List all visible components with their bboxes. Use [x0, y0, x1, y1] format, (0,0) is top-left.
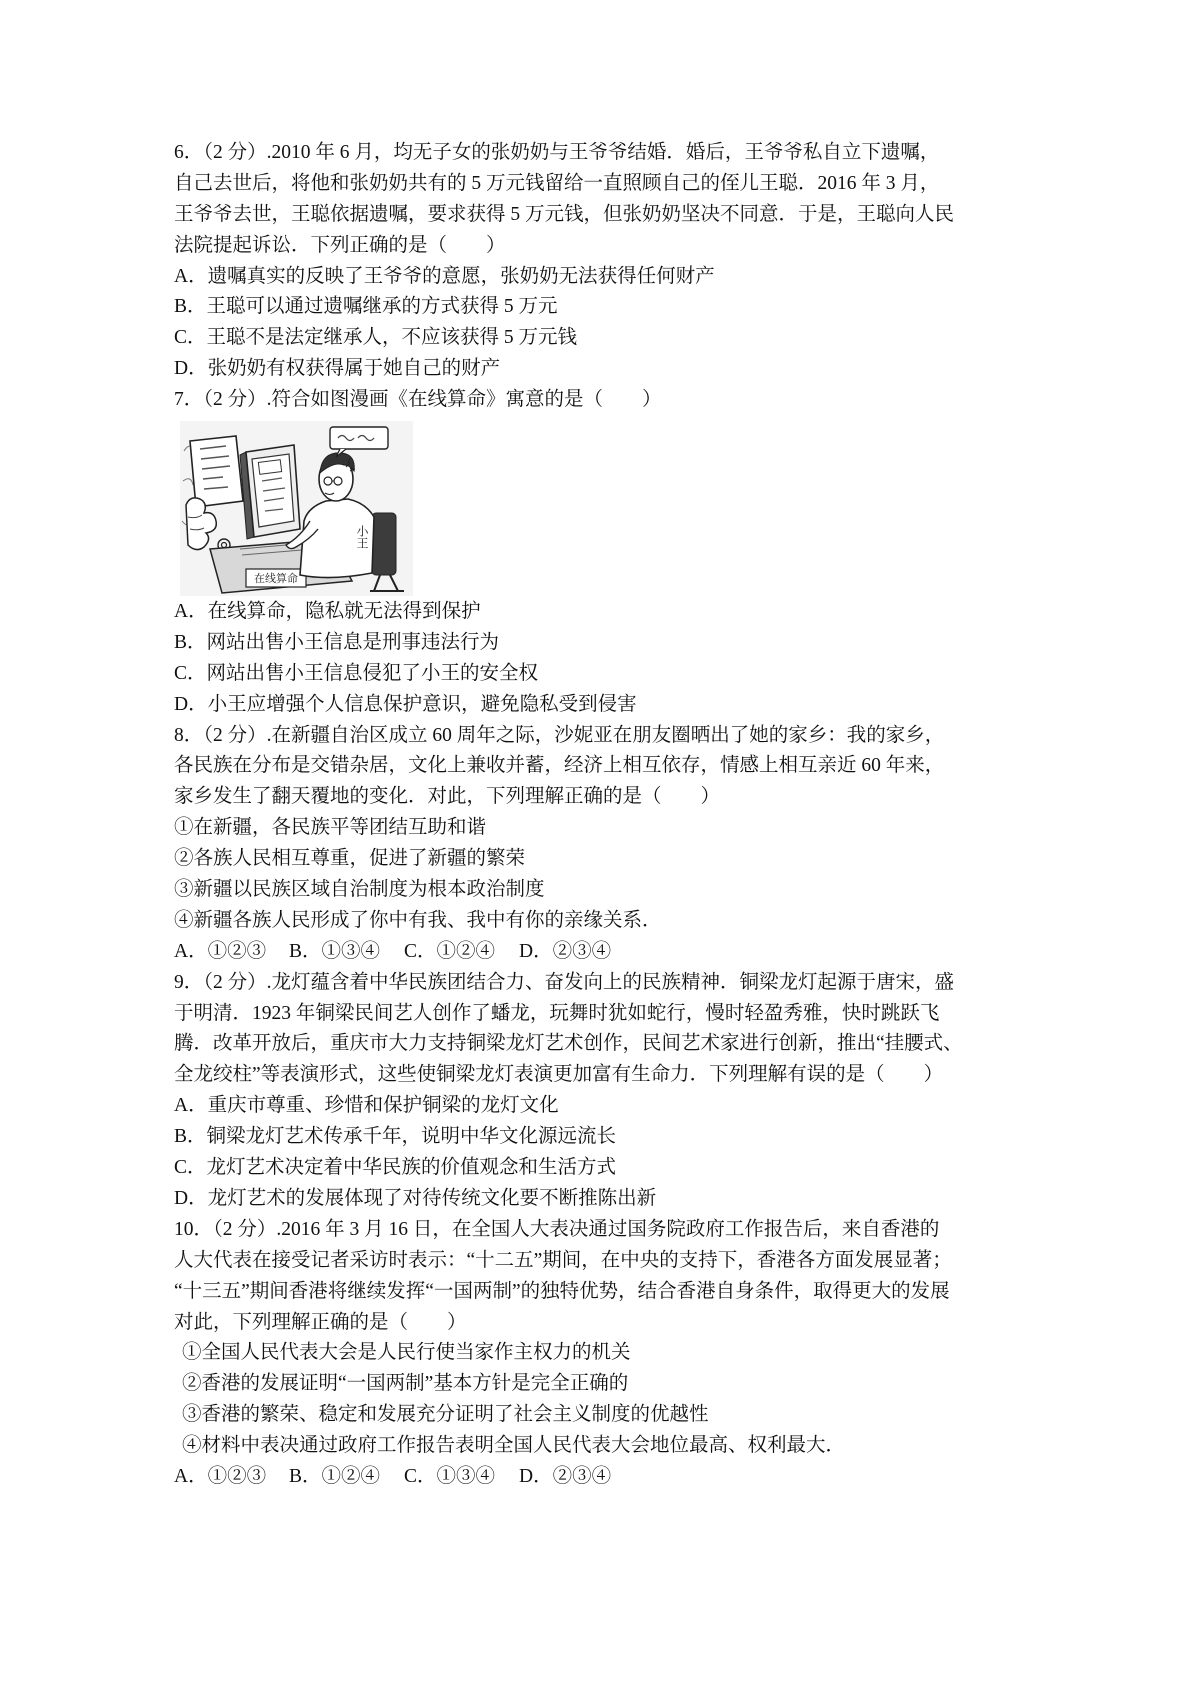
question-6-stem-line: 王爷爷去世，王聪依据遗嘱，要求获得 5 万元钱，但张奶奶坚决不同意．于是，王聪向人民 [174, 203, 955, 225]
question-8-statement-3: ③新疆以民族区域自治制度为根本政治制度 [174, 879, 545, 901]
question-10-stem-line: 对此，下列理解正确的是（ ） [174, 1311, 467, 1333]
question-10 [174, 1215, 994, 1493]
question-8-stem-line: 家乡发生了翻天覆地的变化．对此，下列理解正确的是（ ） [174, 786, 721, 808]
question-8-statement-4: ④新疆各族人民形成了你中有我、我中有你的亲缘关系． [174, 909, 662, 931]
question-8-option-c: C．①②④ [404, 940, 496, 962]
question-10-option-a: A．①②③ [174, 1465, 267, 1487]
question-6-stem-line: 法院提起诉讼．下列正确的是（ ） [174, 234, 506, 256]
question-8-option-b: B．①③④ [289, 940, 381, 962]
cartoon-figure [174, 416, 994, 597]
online-fortune-telling-cartoon [180, 421, 413, 596]
question-10-option-b: B．①②④ [289, 1465, 381, 1487]
question-9-stem-line: 9．（2 分）.龙灯蕴含着中华民族团结合力、奋发向上的民族精神．铜梁龙灯起源于唐宋，盛 [174, 971, 955, 993]
question-10-statement-2: ②香港的发展证明“一国两制”基本方针是完全正确的 [182, 1373, 629, 1395]
question-10-option-d: D．②③④ [519, 1465, 612, 1487]
question-8-option-a: A．①②③ [174, 940, 267, 962]
question-8-statement-1: ①在新疆，各民族平等团结互助和谐 [174, 817, 487, 839]
question-9-option-d: D．龙灯艺术的发展体现了对待传统文化要不断推陈出新 [174, 1187, 657, 1209]
question-10-stem-line: “十三五”期间香港将继续发挥“一国两制”的独特优势，结合香港自身条件，取得更大的发展 [174, 1280, 950, 1302]
question-7-option-b: B．网站出售小王信息是刑事违法行为 [174, 631, 500, 653]
question-10-statement-4: ④材料中表决通过政府工作报告表明全国人民代表大会地位最高、权利最大． [182, 1435, 846, 1457]
question-9-stem-line: 于明清．1923 年铜梁民间艺人创作了蟠龙，玩舞时犹如蛇行，慢时轻盈秀雅，快时跳跃飞 [174, 1002, 940, 1024]
question-8-option-d: D．②③④ [519, 940, 612, 962]
question-9-option-c: C．龙灯艺术决定着中华民族的价值观念和生活方式 [174, 1157, 617, 1179]
question-9-option-a: A．重庆市尊重、珍惜和保护铜梁的龙灯文化 [174, 1095, 559, 1117]
person-label: 小王 [355, 525, 369, 550]
question-10-options [174, 1462, 994, 1493]
question-8-options [174, 937, 994, 968]
question-7-option-c: C．网站出售小王信息侵犯了小王的安全权 [174, 662, 539, 684]
question-9-option-b: B．铜梁龙灯艺术传承千年，说明中华文化源远流长 [174, 1126, 617, 1148]
question-6-stem-line: 6．（2 分）.2010 年 6 月，均无子女的张奶奶与王爷爷结婚．婚后，王爷爷私自立下遗嘱， [174, 142, 940, 163]
question-9-stem-line: 全龙绞柱”等表演形式，这些使铜梁龙灯表演更加富有生命力．下列理解有误的是（ ） [174, 1064, 944, 1086]
question-10-stem-line: 人大代表在接受记者采访时表示：“十二五”期间，在中央的支持下，香港各方面发展显著； [174, 1249, 952, 1271]
question-10-stem-line: 10．（2 分）.2016 年 3 月 16 日，在全国人大表决通过国务院政府工作报告后，来自香港的 [174, 1218, 940, 1240]
question-6-option-b: B．王聪可以通过遗嘱继承的方式获得 5 万元 [174, 296, 558, 318]
question-6-stem-line: 自己去世后，将他和张奶奶共有的 5 万元钱留给一直照顾自己的侄儿王聪．2016 年 3 月， [174, 172, 940, 194]
question-6-option-d: D．张奶奶有权获得属于她自己的财产 [174, 358, 501, 380]
question-8-stem-line: 各民族在分布是交错杂居，文化上兼收并蓄，经济上相互依存，情感上相互亲近 60 年来， [174, 755, 945, 777]
chair-back [372, 513, 396, 575]
question-10-statement-1: ①全国人民代表大会是人民行使当家作主权力的机关 [182, 1342, 631, 1364]
question-7-option-a: A．在线算命，隐私就无法得到保护 [174, 601, 481, 623]
question-6-option-a: A．遗嘱真实的反映了王爷爷的意愿，张奶奶无法获得任何财产 [174, 265, 715, 287]
desk-label: 在线算命 [254, 572, 298, 586]
question-8-stem-line: 8．（2 分）.在新疆自治区成立 60 周年之际，沙妮亚在朋友圈晒出了她的家乡：我的家乡， [174, 724, 945, 746]
question-7-option-d: D．小王应增强个人信息保护意识，避免隐私受到侵害 [174, 693, 637, 715]
question-7 [174, 385, 994, 720]
question-8 [174, 721, 994, 968]
question-10-option-c: C．①③④ [404, 1465, 496, 1487]
question-10-statement-3: ③香港的繁荣、稳定和发展充分证明了社会主义制度的优越性 [182, 1404, 709, 1426]
question-9-stem-line: 腾．改革开放后，重庆市大力支持铜梁龙灯艺术创作，民间艺术家进行创新，推出“挂腰式、 [174, 1033, 963, 1055]
question-6-option-c: C．王聪不是法定继承人，不应该获得 5 万元钱 [174, 327, 578, 349]
question-8-statement-2: ②各族人民相互尊重，促进了新疆的繁荣 [174, 848, 526, 870]
question-7-stem-line: 7．（2 分）.符合如图漫画《在线算命》寓意的是（ ） [174, 389, 662, 411]
question-6 [174, 138, 994, 385]
exam-content [174, 138, 994, 1493]
question-9 [174, 968, 994, 1215]
